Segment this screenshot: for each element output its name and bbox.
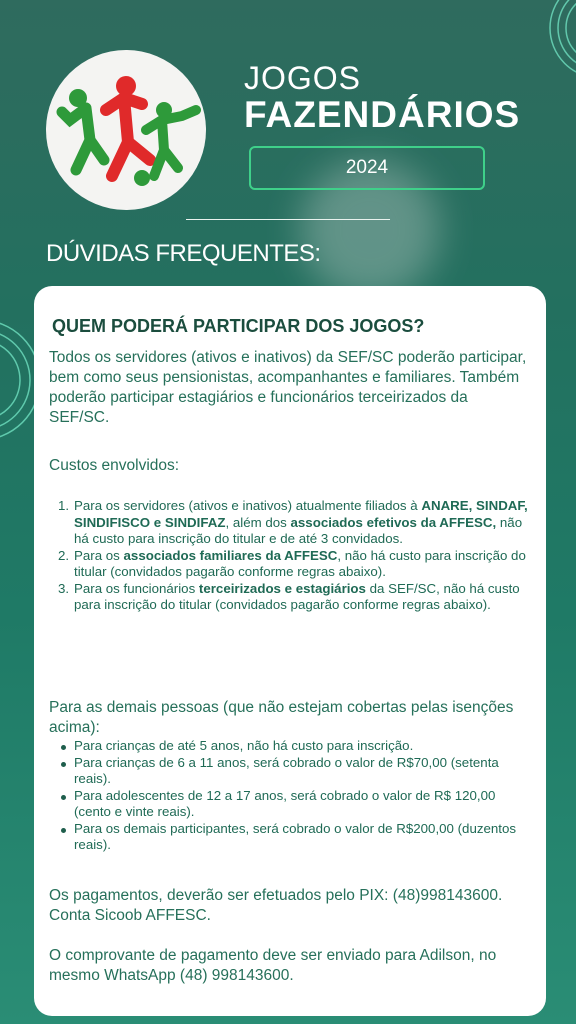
costs-label: Custos envolvidos: bbox=[49, 457, 180, 474]
section-heading: DÚVIDAS FREQUENTES: bbox=[46, 240, 321, 267]
bullet-icon bbox=[61, 762, 66, 767]
item-text: Para os servidores (ativos e inativos) atualmente filiados à bbox=[74, 498, 422, 513]
divider bbox=[186, 219, 390, 220]
item-text: Para os demais participantes, será cobrado o valor de R$200,00 (duzentos reais). bbox=[74, 820, 517, 852]
item-text: , não há custo para inscrição do titular (convidados pagarão conforme regras abaixo). bbox=[74, 547, 526, 579]
item-number: 1. bbox=[58, 498, 70, 513]
item-number: 3. bbox=[58, 580, 70, 596]
list-item bbox=[58, 548, 534, 581]
list-item bbox=[58, 738, 528, 755]
list-item bbox=[58, 581, 534, 614]
list-item bbox=[58, 821, 528, 854]
faq-card bbox=[34, 286, 546, 1016]
list-item bbox=[58, 755, 528, 788]
item-text: Para adolescentes de 12 a 17 anos, será cobrado o valor de R$ 120,00 (cento e vinte reais). bbox=[74, 787, 496, 819]
bullet-icon bbox=[61, 795, 66, 800]
title-line-1: JOGOS bbox=[244, 60, 362, 96]
item-text: Para os funcionários bbox=[74, 580, 199, 596]
title-line-2: FAZENDÁRIOS bbox=[244, 94, 521, 135]
receipt-paragraph: O comprovante de pagamento deve ser enviado para Adilson, no mesmo WhatsApp (48) 998143600. bbox=[49, 947, 497, 984]
item-number: 2. bbox=[58, 547, 70, 563]
item-bold: ANARE, SINDAF, SINDIFISCO e SINDIFAZ bbox=[74, 498, 528, 530]
payment-paragraph: Os pagamentos, deverão ser efetuados pelo PIX: (48)998143600. Conta Sicoob AFFESC. bbox=[49, 887, 503, 924]
others-label: Para as demais pessoas (que não estejam cobertas pelas isenções acima): bbox=[49, 699, 514, 736]
year-badge: 2024 bbox=[249, 146, 485, 190]
item-bold: terceirizados e estagiários bbox=[198, 580, 366, 596]
item-text: Para crianças de até 5 anos, não há custo para inscrição. bbox=[74, 738, 414, 753]
item-text: da SEF/SC, não há custo para inscrição do titular (convidados pagarão conforme regras abaixo). bbox=[74, 580, 520, 612]
item-text: Para crianças de 6 a 11 anos, será cobrado o valor de R$70,00 (setenta reais). bbox=[74, 754, 499, 786]
bullet-icon bbox=[61, 828, 66, 833]
intro-paragraph: Todos os servidores (ativos e inativos) da SEF/SC poderão participar, bem como seus pensionistas, acompanhantes e familiares. Também poderão participar estagiários e funcionários terceirizados da SEF/SC. bbox=[49, 349, 527, 426]
bullet-icon bbox=[61, 745, 66, 750]
event-logo bbox=[46, 50, 206, 210]
cost-list bbox=[58, 498, 534, 614]
question-heading: QUEM PODERÁ PARTICIPAR DOS JOGOS? bbox=[52, 316, 425, 336]
item-text: Para os bbox=[74, 547, 124, 563]
price-list bbox=[58, 738, 528, 854]
list-item bbox=[58, 498, 534, 548]
item-text: , além dos bbox=[225, 514, 291, 530]
item-bold: associados familiares da AFFESC bbox=[123, 547, 338, 563]
list-item bbox=[58, 788, 528, 821]
item-text: não há custo para inscrição do titular e de até 3 convidados. bbox=[74, 514, 523, 546]
item-bold: associados efetivos da AFFESC, bbox=[290, 514, 497, 530]
